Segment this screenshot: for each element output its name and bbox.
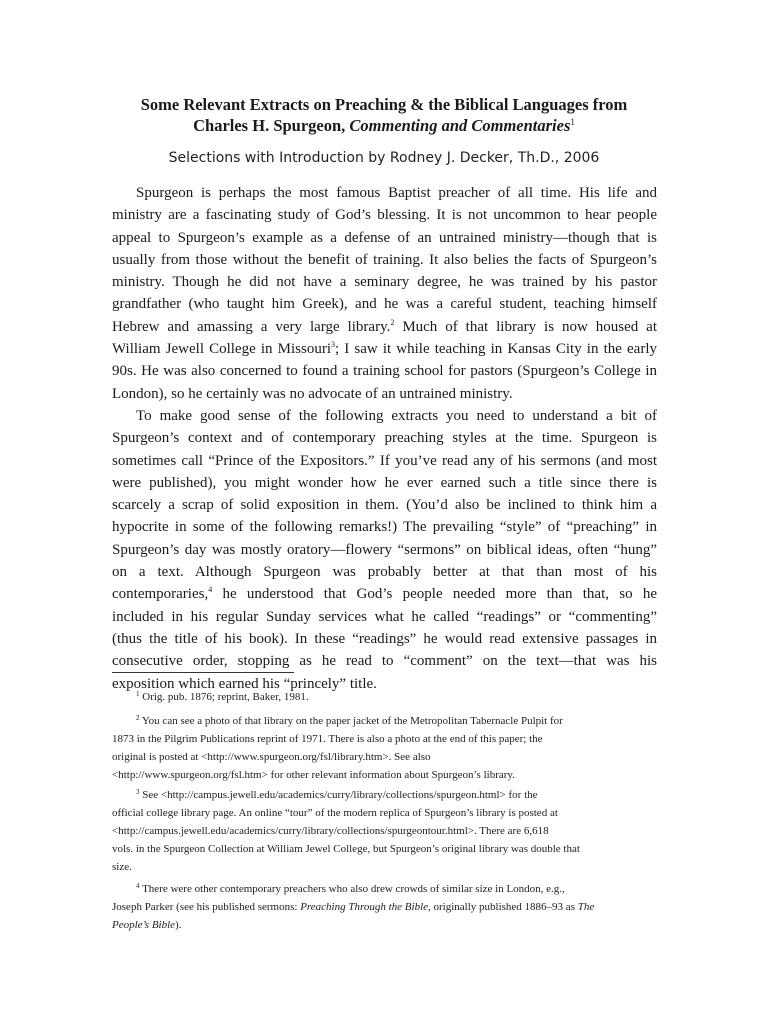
footnote-ref-1: 1 — [570, 117, 575, 127]
body-line: contemporaries,$^4$ he understood that God’s people needed more than that, so he — [112, 585, 657, 603]
document-title — [0, 94, 768, 136]
footnote-1: $^1$ Orig. pub. 1876; reprint, Baker, 1981. — [136, 690, 309, 703]
body-line: included in his regular Sunday services what he called “readings” or “commenting” — [112, 608, 657, 625]
body-line: ministry are a fascinating study of God’s blessing. It is not uncommon to hear people — [112, 207, 657, 224]
body-line: London), so he certainly was no advocate of an untrained ministry. — [112, 385, 513, 402]
footnote-3: $^3$ See <http://campus.jewell.edu/academics/curry/library/collections/spurgeon.html> for the official college library page. An online “tour” of the modern replica of Spurgeon’s library is posted at <http://campus.jewell.edu/academics/curry/library/collections/spurgeontour.html>. There are 6,618 vols. in the Spurgeon Collection at William Jewel College, but Spurgeon’s original library was double that size. — [112, 788, 580, 873]
body-line: were published), you might wonder how he ever earned such a title since there is — [112, 474, 657, 491]
footnote-ref-4: 4 — [208, 585, 213, 595]
body-line: Spurgeon is perhaps the most famous Baptist preacher of all time. His life and — [136, 185, 657, 201]
body-line: Spurgeon’s context and of contemporary preaching styles at the time. Spurgeon is — [112, 430, 657, 447]
body-line: on a text. Although Spurgeon was probably better at that than most of his — [112, 564, 657, 581]
footnote-ref-2: 2 — [390, 317, 395, 327]
document-subtitle: Selections with Introduction by Rodney J. Decker, Th.D., 2006 — [168, 150, 600, 166]
body-line: William Jewell College in Missouri$^3$; I saw it while teaching in Kansas City in the early — [112, 340, 657, 358]
title-book: Commenting and Commentaries — [349, 116, 571, 135]
title-author: Charles H. Spurgeon, — [193, 116, 350, 135]
body-line: scarcely a scrap of solid exposition in them. (You’d also be inclined to think him a — [112, 497, 657, 514]
body-line: 90s. He was also concerned to found a training school for pastors (Spurgeon’s College in — [112, 363, 657, 380]
title-line-2 — [0, 115, 768, 136]
body-line: Spurgeon’s day was mostly oratory—flowery “sermons” on biblical ideas, often “hung” — [112, 541, 657, 558]
body-line: usually from those without the benefit of training. It also belies the facts of Spurgeon’s — [112, 251, 657, 268]
body-line: hypocrite in some of the following remarks!) The prevailing “style” of “preaching” in — [112, 519, 657, 536]
footnote-2: $^2$ You can see a photo of that library on the paper jacket of the Metropolitan Tabernacle Pulpit for 1873 in the Pilgrim Publications reprint of 1971. There is also a photo at the end of this paper; the original is posted at <http://www.spurgeon.org/fsl/library.htm>. See also <http://www.spurgeon.org/fsl.htm> for other relevant information about Spurgeon’s library. — [112, 714, 563, 781]
body-line: To make good sense of the following extracts you need to understand a bit of — [136, 407, 657, 424]
body-line: Hebrew and amassing a very large library.$^2$ Much of that library is now housed at — [112, 317, 657, 335]
body-line: (thus the title of his book). In these “readings” he would read extensive passages in — [112, 630, 657, 647]
body-text — [112, 182, 657, 695]
body-line: sometimes call “Prince of the Expositors.” If you’ve read any of his sermons (and most — [112, 452, 657, 469]
body-line: ministry. Though he did not have a seminary degree, he was trained by his pastor — [112, 274, 657, 291]
body-line: appeal to Spurgeon’s example as a defense of an untrained ministry—though that is — [112, 229, 657, 246]
body-line: consecutive order, stopping as he read to “comment” on the text—that was his — [112, 653, 657, 670]
footnote-separator — [112, 672, 294, 673]
footnote-4: $^4$ There were other contemporary preachers who also drew crowds of similar size in London, e.g., Joseph Parker (see his published sermons: Preaching Through the Bible, originally published 1886–93 as The People’s Bible). — [112, 882, 595, 931]
title-line-1: Some Relevant Extracts on Preaching & the Biblical Languages from — [140, 95, 628, 114]
body-line: grandfather (who taught him Greek), and he was a careful student, teaching himself — [112, 296, 657, 313]
body-line: exposition which earned his “princely” title. — [112, 675, 377, 692]
footnote-ref-3: 3 — [331, 340, 335, 350]
